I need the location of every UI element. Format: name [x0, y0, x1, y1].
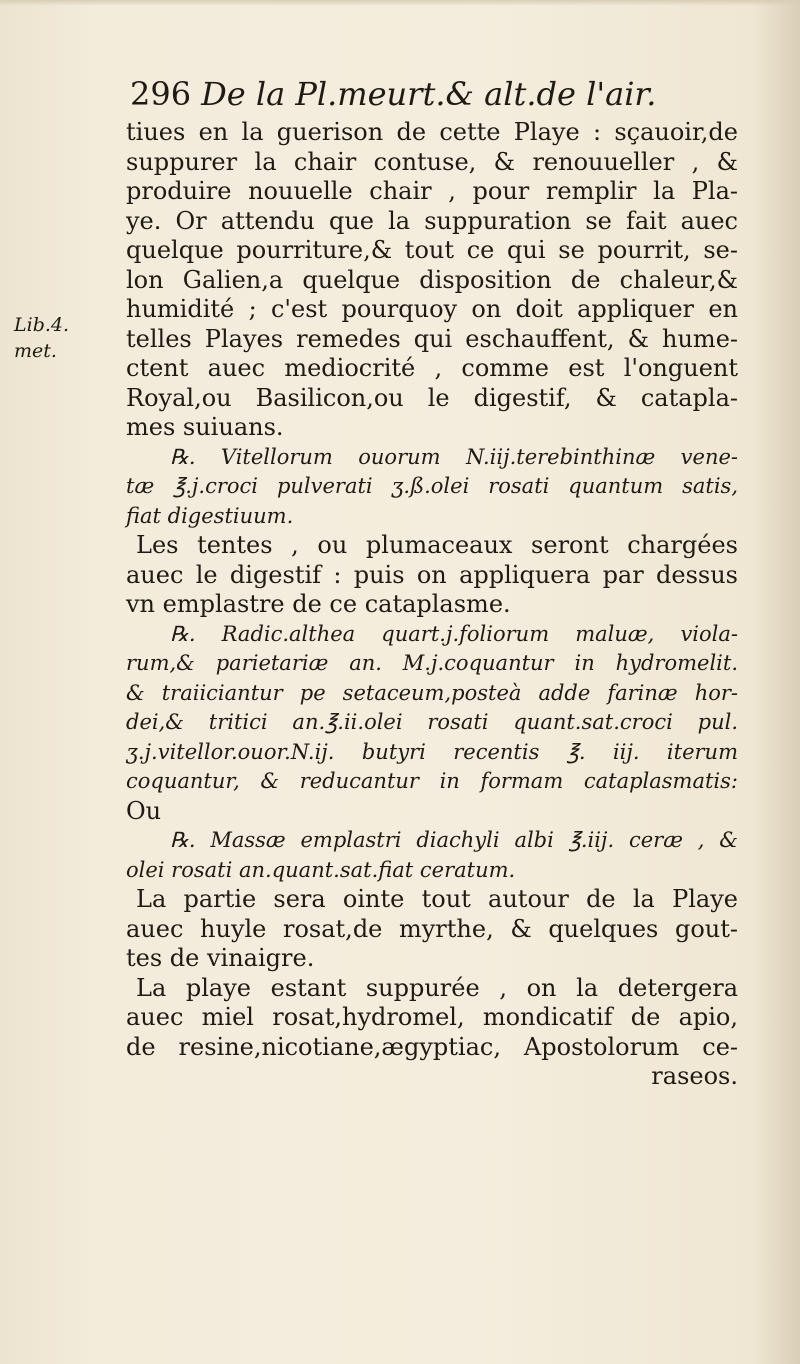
text-line: mes suiuans.: [126, 413, 284, 441]
recipe-line: ʒ.j.vitellor.ouor.N.ij. butyri recentis ℥. iij. iterum: [126, 739, 738, 764]
page-number: 296: [130, 75, 192, 113]
text-line: La partie sera ointe tout autour de la Playe: [136, 885, 738, 913]
recipe-line: ℞. Vitellorum ouorum N.iij.terebinthinæ vene-: [170, 444, 738, 469]
recipe-line: coquantur, & reducantur in formam cataplasmatis:: [126, 769, 738, 793]
text-line: ye. Or attendu que la suppuration se fait auec: [126, 206, 738, 235]
recipe-line: rum,& parietariæ an. M.j.coquantur in hydromelit.: [126, 651, 738, 675]
margin-note: Lib.4. met.: [14, 314, 70, 362]
text-line: de resine,nicotiane,ægyptiac, Apostolorum ce-: [126, 1032, 738, 1061]
recipe-line: dei,& tritici an.℥.ii.olei rosati quant.sat.croci pul.: [126, 710, 738, 734]
text-line: Les tentes , ou plumaceaux seront chargées: [136, 531, 738, 559]
recipe-line: & traiiciantur pe setaceum,posteà adde farinæ hor-: [126, 680, 738, 705]
running-head: [130, 74, 730, 114]
top-edge-shadow: [0, 0, 800, 6]
text-line: humidité ; c'est pourquoy on doit appliquer en: [126, 295, 738, 323]
text-line: ctent auec mediocrité , comme est l'onguent: [126, 354, 738, 382]
text-line: tes de vinaigre.: [126, 944, 315, 972]
text-line: Royal,ou Basilicon,ou le digestif, & catapla-: [126, 383, 738, 412]
text-line: telles Playes remedes qui eschauffent, & hume-: [126, 324, 738, 353]
body-text: [126, 118, 738, 1092]
text-line: produire nouuelle chair , pour remplir la Pla-: [126, 177, 738, 205]
recipe-line: ℞. Massæ emplastri diachyli albi ℥.iij. ceræ , &: [170, 828, 738, 852]
running-title: De la Pl.meurt.& alt.de l'air.: [201, 75, 657, 113]
text-line: raseos.: [651, 1062, 738, 1090]
recipe-line: fiat digestiuum.: [126, 503, 294, 528]
text-line: tiues en la guerison de cette Playe : sçauoir,de: [126, 118, 738, 146]
text-line: auec miel rosat,hydromel, mondicatif de apio,: [126, 1003, 738, 1031]
text-line: auec le digestif : puis on appliquera par dessus: [126, 560, 738, 589]
text-line: auec huyle rosat,de myrthe, & quelques gout-: [126, 914, 738, 943]
recipe-line: ℞. Radic.althea quart.j.foliorum maluæ, viola-: [170, 621, 738, 646]
recipe-line: olei rosati an.quant.sat.fiat ceratum.: [126, 857, 516, 882]
recipe-line: tæ ℥.j.croci pulverati ʒ.ß.olei rosati quantum satis,: [126, 474, 738, 498]
text-line: lon Galien,a quelque disposition de chaleur,&: [126, 265, 738, 294]
text-line: La playe estant suppurée , on la detergera: [136, 973, 738, 1002]
text-line: Ou: [126, 796, 162, 825]
text-line: suppurer la chair contuse, & renouueller , &: [126, 147, 738, 176]
text-line: vn emplastre de ce cataplasme.: [126, 590, 511, 618]
text-line: quelque pourriture,& tout ce qui se pourrit, se-: [126, 236, 738, 264]
